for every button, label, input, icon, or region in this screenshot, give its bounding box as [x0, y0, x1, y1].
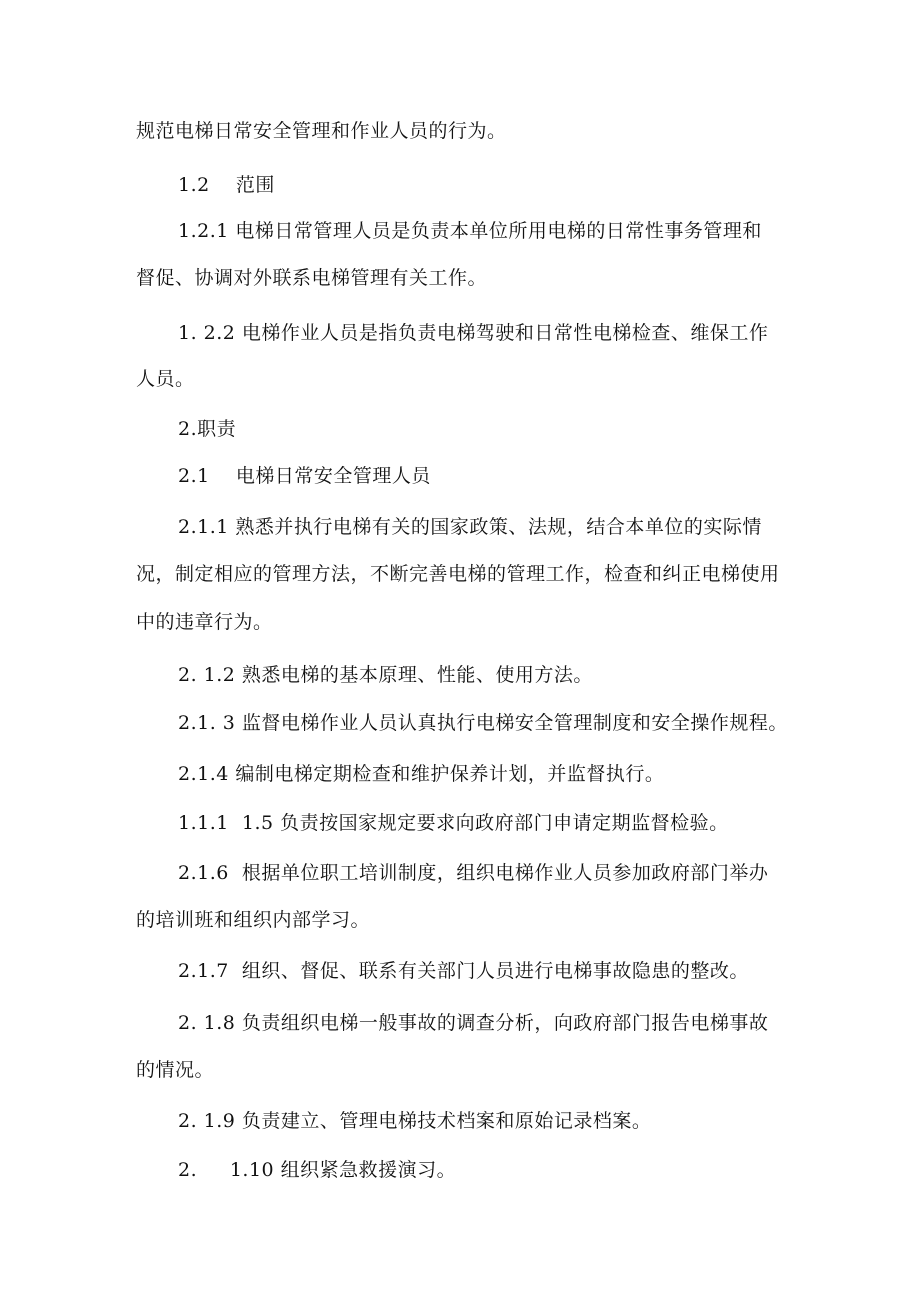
section-heading-scope: 1.2 范围: [178, 174, 275, 196]
subsection-heading: 2.1 电梯日常安全管理人员: [178, 465, 431, 487]
text-line: 2. 1.10 组织紧急救援演习。: [178, 1159, 457, 1181]
text-line: 2.1.7 组织、督促、联系有关部门人员进行电梯事故隐患的整改。: [178, 960, 749, 982]
text-line: 中的违章行为。: [136, 611, 273, 633]
text-line: 1.2.1 电梯日常管理人员是负责本单位所用电梯的日常性事务管理和: [178, 220, 762, 242]
text-line: 规范电梯日常安全管理和作业人员的行为。: [136, 120, 507, 142]
section-heading-duties: 2.职责: [178, 418, 237, 440]
text-line: 况，制定相应的管理方法，不断完善电梯的管理工作，检查和纠正电梯使用: [136, 563, 780, 585]
text-line: 督促、协调对外联系电梯管理有关工作。: [136, 267, 488, 289]
text-line: 2. 1.9 负责建立、管理电梯技术档案和原始记录档案。: [178, 1110, 652, 1132]
text-line: 人员。: [136, 368, 195, 390]
text-line: 2.1. 3 监督电梯作业人员认真执行电梯安全管理制度和安全操作规程。: [178, 712, 788, 734]
text-line: 1.1.1 1.5 负责按国家规定要求向政府部门申请定期监督检验。: [178, 812, 729, 834]
text-line: 2. 1.2 熟悉电梯的基本原理、性能、使用方法。: [178, 664, 593, 686]
text-line: 的培训班和组织内部学习。: [136, 909, 371, 931]
text-line: 2.1.1 熟悉并执行电梯有关的国家政策、法规，结合本单位的实际情: [178, 516, 762, 538]
text-line: 1. 2.2 电梯作业人员是指负责电梯驾驶和日常性电梯检查、维保工作: [178, 322, 769, 344]
text-line: 2.1.6 根据单位职工培训制度，组织电梯作业人员参加政府部门举办: [178, 862, 769, 884]
text-line: 2. 1.8 负责组织电梯一般事故的调查分析，向政府部门报告电梯事故: [178, 1012, 769, 1034]
text-line: 的情况。: [136, 1059, 215, 1081]
text-line: 2.1.4 编制电梯定期检查和维护保养计划，并监督执行。: [178, 763, 665, 785]
